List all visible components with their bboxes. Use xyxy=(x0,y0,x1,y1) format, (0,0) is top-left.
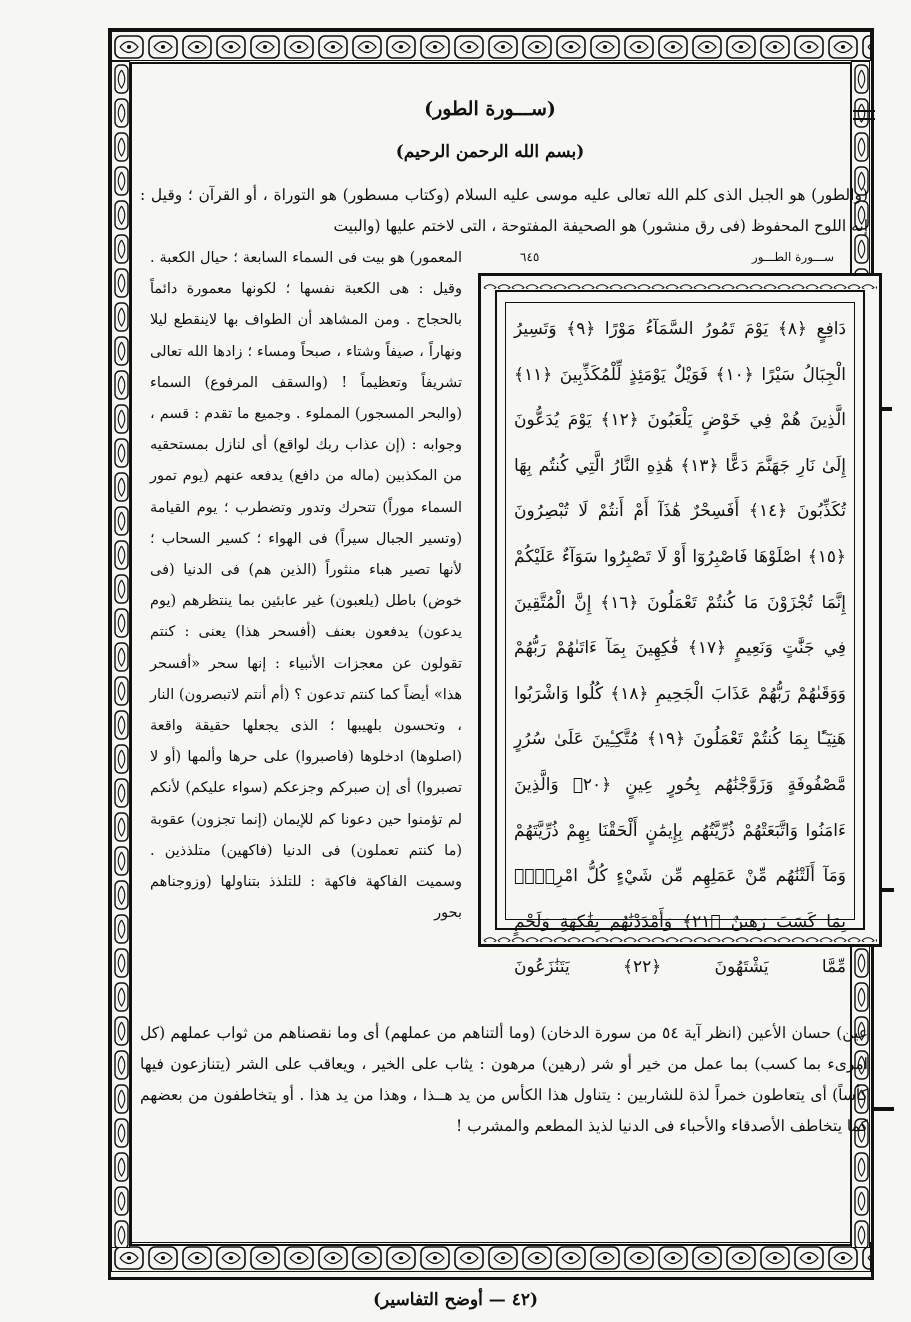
quran-page-number: ٦٤٥ xyxy=(520,250,540,264)
commentary-top: (والطور) هو الجبل الذى كلم الله تعالى عليه موسى عليه السلام (وكتاب مسطور) هو التوراة ، أو القرآن ؛ وقيل : إنه اللوح المحفوظ (فى رق منشور) هو الصحيفة المفتوحة ، التى لاختم عليها (والبيت xyxy=(140,186,868,235)
basmala: (بسم الله الرحمن الرحيم) xyxy=(395,142,585,162)
commentary-side-column: المعمور) هو بيت فى السماء السابعة ؛ حيال الكعبة . وقيل : هى الكعبة نفسها ؛ لكونها معمورة دائماً بالحجاج . ومن المشاهد أن الطواف بها لاينقطع ليلا ونهاراً ، صيفاً وشتاء ، صبحاً ومساء ؛ زادها الله تعالى تشريفاً وتعظيماً ! (والسقف المرفوع) السماء (والبحر المسجور) المملوء . وجميع ما تقدم : قسم ، وجوابه : (إن عذاب ربك لواقع) أى لنازل بمستحقيه من المكذبين (ماله من دافع) يدفعه عنهم (يوم تمور السماء موراً) تتحرك وتدور وتضطرب ؛ يوم القيامة (وتسير الجبال سيراً) فى الهواء ؛ كسير السحاب ؛ لأنها تصير هباء منثوراً (الذين هم) فى الدنيا (فى خوض) باطل (يلعبون) غير عابئين بما ينتظرهم (يوم يدعون) يدفعون بعنف (أفسحر هذا) يعنى : كنتم تقولون عن معجزات الأنبياء : إنها سحر «أفسحر هذا» أيضاً كما كنتم تدعون ؟ (أم أنتم لاتبصرون) النار ، وتحسون بلهيبها ؛ الذى يجعلها حقيقة واقعة (اصلوها) ادخلوها (فاصبروا) على حرها وألمها (أو لا تصبروا) أى إن صبركم وجزعكم (سواء عليكم) لأنكم لم تؤمنوا حين دعونا كم للإيمان (إنما تجزون) عقوبة (ما كنتم تعملون) فى الدنيا (فاكهين) متلذذين . وسميت الفاكهة فاكهة : للتلذذ بتناولها (وزوجناهم بحور xyxy=(150,250,462,922)
bottom-ornament-pattern xyxy=(112,1243,871,1272)
margin-tick xyxy=(874,1107,894,1111)
left-ornament-band xyxy=(111,61,130,1248)
surah-title: (ســـورة الطور) xyxy=(424,98,556,120)
quran-surah-name: ســـورة الطـــور xyxy=(751,250,834,264)
commentary-bottom: عين) حسان الأعين (انظر آية ٥٤ من سورة الدخان) (وما ألتناهم من عملهم) أى وما نقصناهم من ثواب عملهم (كل امرىء بما كسب) بما عمل من خير أو شر (رهين) مرهون : يثاب على الخير ، ويعاقب على الشر (يتنازعون فيها كأساً) أى يتعاطون خمراً لذة للشاربين : يتناول هذا الكأس من يد هــذا ، وهذا من يد هذا . أو يتخاطفون من بعضهم كما يتخاطف الأصدقاء والأحباء فى الدنيا لذيذ المطعم والمشرب ! xyxy=(140,1024,868,1135)
equals-mark xyxy=(853,110,875,120)
left-ornament-pattern xyxy=(112,62,130,1248)
quran-text-box xyxy=(478,273,882,978)
margin-tick xyxy=(880,888,894,892)
top-ornament-pattern xyxy=(112,32,871,61)
page-footer: (٤٢ — أوضح التفاسير) xyxy=(372,1290,539,1310)
quran-verses: دَافِعٍ ﴿٨﴾ يَوْمَ تَمُورُ السَّمَآءُ مَوْرًا ﴿٩﴾ وَتَسِيرُ الْجِبَالُ سَيْرًا ﴿١٠﴾ فَوَيْلٌ يَوْمَئِذٍ لِّلْمُكَذِّبِينَ ﴿١١﴾ الَّذِينَ هُمْ فِي خَوْضٍ يَلْعَبُونَ ﴿١٢﴾ يَوْمَ يُدَعُّونَ إِلَىٰ نَارِ جَهَنَّمَ دَعًّا ﴿١٣﴾ هَٰذِهِ النَّارُ الَّتِي كُنتُم بِهَا تُكَذِّبُونَ ﴿١٤﴾ أَفَسِحْرٌ هَٰذَآ أَمْ أَنتُمْ لَا تُبْصِرُونَ ﴿١٥﴾ اصْلَوْهَا فَاصْبِرُوٓا أَوْ لَا تَصْبِرُوا سَوَآءٌ عَلَيْكُمْ إِنَّمَا تُجْزَوْنَ مَا كُنتُمْ تَعْمَلُونَ ﴿١٦﴾ إِنَّ الْمُتَّقِينَ فِي جَنَّٰتٍ وَنَعِيمٍ ﴿١٧﴾ فَٰكِهِينَ بِمَآ ءَاتَىٰهُمْ رَبُّهُمْ وَوَقَىٰهُمْ رَبُّهُمْ عَذَابَ الْجَحِيمِ ﴿١٨﴾ كُلُوا وَاشْرَبُوا هَنِيٓـًٔا بِمَا كُنتُمْ تَعْمَلُونَ ﴿١٩﴾ مُتَّكِـِٔينَ عَلَىٰ سُرُرٍ مَّصْفُوفَةٍ وَزَوَّجْنَٰهُم بِحُورٍ عِينٍ ﴿٢٠﴾ وَالَّذِينَ ءَامَنُوا وَاتَّبَعَتْهُمْ ذُرِّيَّتُهُم بِإِيمَٰنٍ أَلْحَقْنَا بِهِمْ ذُرِّيَّتَهُمْ وَمَآ أَلَتْنَٰهُم مِّنْ عَمَلِهِم مِّن شَيْءٍ كُلُّ امْرِيٍٕۭ بِمَا كَسَبَ رَهِينٌ ﴿٢١﴾ وَأَمْدَدْنَٰهُم بِفَٰكِهَةٍ وَلَحْمٍ مِّمَّا يَشْتَهُونَ ﴿٢٢﴾ يَتَنَٰزَعُونَ xyxy=(505,302,855,920)
quran-page-header xyxy=(490,250,870,268)
quran-box-ornament-top xyxy=(483,278,877,289)
top-ornament-band xyxy=(111,31,871,61)
bottom-ornament-band xyxy=(111,1242,871,1272)
